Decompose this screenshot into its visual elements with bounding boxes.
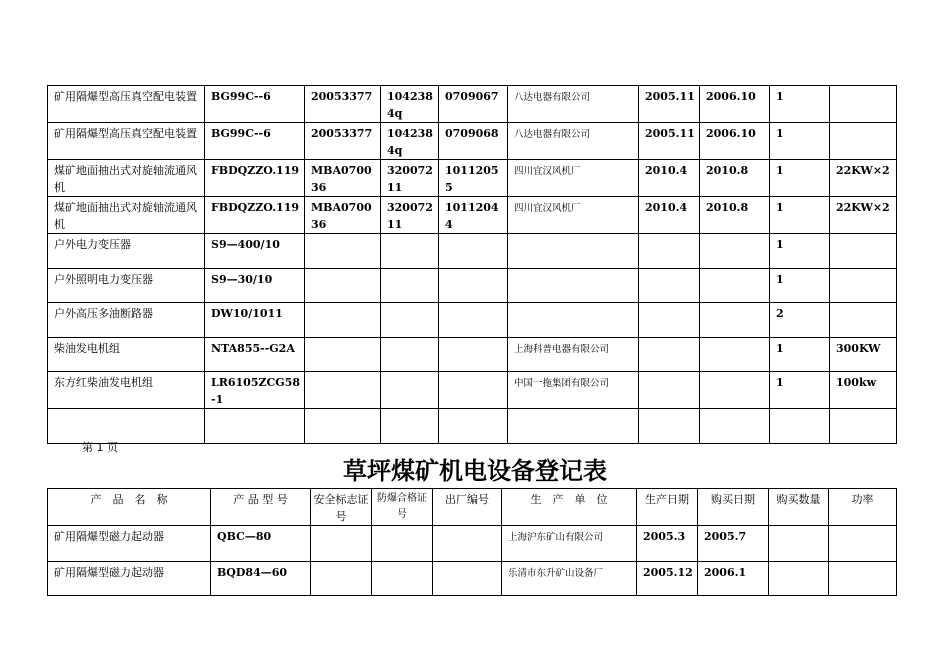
cell-prod-date: 2005.11 [639, 123, 700, 160]
cell-manufacturer [508, 303, 639, 338]
header-explosion-cert: 防爆合格证号 [372, 489, 433, 526]
cell-explosion-cert [372, 562, 433, 596]
cell-name: 煤矿地面抽出式对旋轴流通风机 [48, 197, 205, 234]
cell-manufacturer: 上海科普电器有限公司 [508, 338, 639, 372]
cell-explosion-cert [381, 234, 439, 269]
cell-prod-date [639, 372, 700, 409]
cell-buy-date [700, 303, 770, 338]
cell-buy-date: 2006.1 [698, 562, 769, 596]
cell-buy-date: 2006.10 [700, 123, 770, 160]
cell-serial [433, 526, 502, 562]
table-row [48, 526, 897, 562]
cell-safety-cert: MBA070036 [305, 197, 381, 234]
cell-name: 东方红柴油发电机组 [48, 372, 205, 409]
cell-prod-date: 2010.4 [639, 197, 700, 234]
cell-serial [439, 338, 508, 372]
table-row [48, 562, 897, 596]
cell-explosion-cert: 32007211 [381, 197, 439, 234]
cell-manufacturer: 乐清市东升矿山设备厂 [502, 562, 637, 596]
cell-model [205, 409, 305, 444]
cell-buy-date: 2006.10 [700, 86, 770, 123]
cell-manufacturer: 四川宜汉风机厂 [508, 197, 639, 234]
table-row [48, 269, 897, 303]
cell-qty: 1 [770, 372, 830, 409]
cell-safety-cert: 20053377 [305, 86, 381, 123]
cell-model: NTA855--G2A [205, 338, 305, 372]
cell-qty: 1 [770, 123, 830, 160]
cell-power [830, 269, 897, 303]
cell-explosion-cert [381, 303, 439, 338]
cell-manufacturer: 八达电器有限公司 [508, 86, 639, 123]
cell-manufacturer [508, 269, 639, 303]
header-buy-date: 购买日期 [698, 489, 769, 526]
cell-power [830, 303, 897, 338]
cell-prod-date: 2005.12 [637, 562, 698, 596]
cell-model: BG99C--6 [205, 86, 305, 123]
cell-qty: 1 [770, 197, 830, 234]
page-title: 草坪煤矿机电设备登记表 [343, 457, 607, 485]
cell-prod-date: 2010.4 [639, 160, 700, 197]
cell-serial: 0709068 [439, 123, 508, 160]
cell-power [830, 123, 897, 160]
cell-serial [439, 234, 508, 269]
cell-manufacturer: 上海沪东矿山有限公司 [502, 526, 637, 562]
table-row [48, 160, 897, 197]
cell-power [830, 409, 897, 444]
table-header-row [48, 489, 897, 526]
table-row [48, 234, 897, 269]
cell-manufacturer: 四川宜汉风机厂 [508, 160, 639, 197]
cell-name: 户外照明电力变压器 [48, 269, 205, 303]
cell-explosion-cert [381, 372, 439, 409]
cell-prod-date [639, 338, 700, 372]
table-row [48, 86, 897, 123]
table-row [48, 123, 897, 160]
cell-prod-date [639, 303, 700, 338]
cell-power: 22KW×2 [830, 160, 897, 197]
cell-qty [770, 409, 830, 444]
cell-name: 户外电力变压器 [48, 234, 205, 269]
header-prod-date: 生产日期 [637, 489, 698, 526]
cell-buy-date [700, 269, 770, 303]
cell-power [830, 234, 897, 269]
cell-safety-cert: MBA070036 [305, 160, 381, 197]
cell-serial [439, 409, 508, 444]
cell-serial: 10112055 [439, 160, 508, 197]
cell-manufacturer: 八达电器有限公司 [508, 123, 639, 160]
cell-manufacturer [508, 409, 639, 444]
cell-name: 煤矿地面抽出式对旋轴流通风机 [48, 160, 205, 197]
table-row [48, 409, 897, 444]
header-serial: 出厂编号 [433, 489, 502, 526]
cell-buy-date [700, 338, 770, 372]
cell-buy-date: 2010.8 [700, 197, 770, 234]
cell-power [829, 562, 897, 596]
cell-safety-cert [305, 234, 381, 269]
page-number: 第 1 页 [82, 441, 118, 454]
cell-serial: 0709067 [439, 86, 508, 123]
cell-name: 矿用隔爆型高压真空配电装置 [48, 123, 205, 160]
cell-safety-cert [305, 303, 381, 338]
cell-qty: 1 [770, 234, 830, 269]
cell-buy-date [700, 409, 770, 444]
cell-prod-date: 2005.3 [637, 526, 698, 562]
cell-safety-cert [305, 409, 381, 444]
cell-serial [439, 303, 508, 338]
cell-model: QBC—80 [211, 526, 311, 562]
table-row [48, 372, 897, 409]
cell-serial [439, 372, 508, 409]
cell-buy-date [700, 234, 770, 269]
cell-prod-date [639, 409, 700, 444]
header-safety-cert: 安全标志证号 [311, 489, 372, 526]
cell-safety-cert [311, 562, 372, 596]
cell-power: 22KW×2 [830, 197, 897, 234]
equipment-table-lower [47, 488, 897, 596]
cell-explosion-cert [381, 409, 439, 444]
cell-qty: 1 [770, 86, 830, 123]
cell-name: 户外高压多油断路器 [48, 303, 205, 338]
header-power: 功率 [829, 489, 897, 526]
cell-safety-cert [311, 526, 372, 562]
cell-serial [439, 269, 508, 303]
cell-model: BG99C--6 [205, 123, 305, 160]
cell-explosion-cert [381, 338, 439, 372]
cell-buy-date [700, 372, 770, 409]
cell-buy-date: 2005.7 [698, 526, 769, 562]
cell-power [830, 86, 897, 123]
table-row [48, 338, 897, 372]
cell-prod-date [639, 269, 700, 303]
cell-explosion-cert: 32007211 [381, 160, 439, 197]
table-row [48, 303, 897, 338]
cell-model: S9—30/10 [205, 269, 305, 303]
cell-name: 矿用隔爆型高压真空配电装置 [48, 86, 205, 123]
cell-explosion-cert: 1042384q [381, 86, 439, 123]
cell-model: DW10/1011 [205, 303, 305, 338]
header-model: 产 品 型 号 [211, 489, 311, 526]
cell-buy-date: 2010.8 [700, 160, 770, 197]
cell-name [48, 409, 205, 444]
cell-qty [769, 526, 829, 562]
cell-explosion-cert: 1042384q [381, 123, 439, 160]
cell-safety-cert [305, 338, 381, 372]
cell-qty: 1 [770, 160, 830, 197]
cell-prod-date: 2005.11 [639, 86, 700, 123]
cell-name: 柴油发电机组 [48, 338, 205, 372]
cell-serial [433, 562, 502, 596]
cell-explosion-cert [381, 269, 439, 303]
cell-serial: 10112044 [439, 197, 508, 234]
header-name: 产 品 名 称 [48, 489, 211, 526]
cell-model: FBDQZZO.119 [205, 197, 305, 234]
cell-power: 100kw [830, 372, 897, 409]
cell-manufacturer: 中国一拖集团有限公司 [508, 372, 639, 409]
table-row [48, 197, 897, 234]
header-qty: 购买数量 [769, 489, 829, 526]
cell-model: BQD84—60 [211, 562, 311, 596]
cell-power: 300KW [830, 338, 897, 372]
cell-safety-cert: 20053377 [305, 123, 381, 160]
cell-qty [769, 562, 829, 596]
cell-model: S9—400/10 [205, 234, 305, 269]
cell-explosion-cert [372, 526, 433, 562]
cell-safety-cert [305, 372, 381, 409]
cell-qty: 1 [770, 338, 830, 372]
cell-model: FBDQZZO.119 [205, 160, 305, 197]
cell-model: LR6105ZCG58-1 [205, 372, 305, 409]
cell-power [829, 526, 897, 562]
header-manufacturer: 生 产 单 位 [502, 489, 637, 526]
cell-name: 矿用隔爆型磁力起动器 [48, 526, 211, 562]
cell-qty: 1 [770, 269, 830, 303]
cell-name: 矿用隔爆型磁力起动器 [48, 562, 211, 596]
cell-safety-cert [305, 269, 381, 303]
cell-manufacturer [508, 234, 639, 269]
equipment-table-upper [47, 85, 897, 444]
cell-qty: 2 [770, 303, 830, 338]
cell-prod-date [639, 234, 700, 269]
